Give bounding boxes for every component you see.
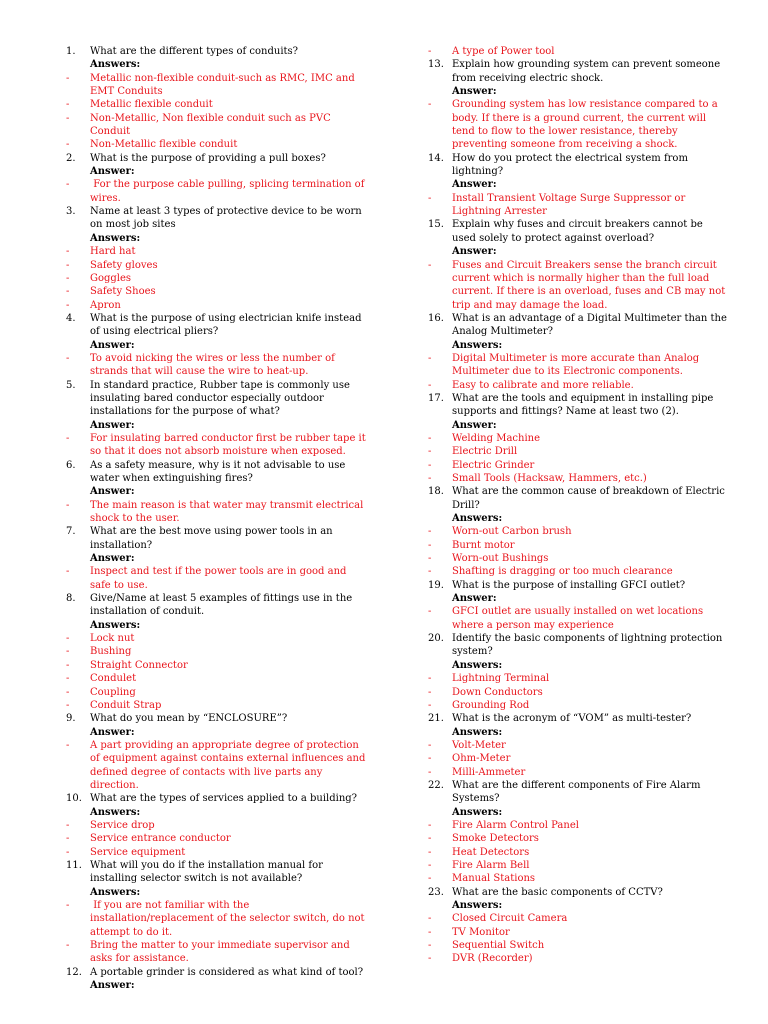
bullet-dash: - (66, 686, 70, 698)
right-column (428, 45, 728, 966)
question-number: 21. (428, 713, 444, 725)
answer-text: Grounding system has low resistance compared to a body. If there is a ground current, the current will tend to flow to the lower resistance, thereby preventing someone from receiving a shock. (452, 99, 721, 151)
bullet-dash: - (428, 352, 432, 364)
bullet-dash: - (66, 259, 70, 271)
bullet-dash: - (428, 99, 432, 111)
answer-item (428, 872, 728, 885)
answer-heading: Answer: (452, 419, 497, 431)
answer-item (66, 272, 366, 285)
answer-item (428, 752, 728, 765)
left-column (66, 45, 369, 992)
answer-heading: Answers: (452, 339, 503, 351)
question-text: What are the types of services applied to a building? (90, 793, 358, 805)
question-number: 7. (66, 526, 76, 538)
question-text: What do you mean by “ENCLOSURE”? (90, 713, 288, 725)
bullet-dash: - (66, 299, 70, 311)
answer-text: Manual Stations (452, 873, 536, 885)
answer-item (428, 432, 728, 445)
answer-item (66, 632, 366, 645)
question-number: 13. (428, 59, 444, 71)
bullet-dash: - (66, 179, 70, 191)
answer-heading: Answer: (90, 166, 135, 178)
bullet-dash: - (66, 352, 70, 364)
answer-text: Install Transient Voltage Surge Suppressor or Lightning Arrester (452, 192, 689, 218)
answer-item (428, 525, 728, 538)
answer-text: To avoid nicking the wires or less the number of strands that will cause the wire to heat-up. (90, 352, 338, 378)
answer-heading: Answers: (452, 726, 503, 738)
bullet-dash: - (428, 473, 432, 484)
bullet-dash: - (428, 846, 432, 858)
question-text: Identify the basic components of lightning protection system? (452, 633, 723, 658)
question-number: 14. (428, 152, 444, 164)
question (428, 392, 728, 419)
bullet-dash: - (428, 259, 432, 271)
question-number: 9. (66, 713, 76, 725)
answer-item (428, 605, 728, 632)
answer-text: Fire Alarm Control Panel (452, 819, 579, 831)
question (428, 712, 728, 725)
answer-text: Service entrance conductor (90, 833, 231, 845)
bullet-dash: - (66, 846, 70, 858)
answer-heading: Answer: (452, 246, 497, 258)
bullet-dash: - (66, 272, 70, 284)
answer-heading: Answer: (90, 726, 135, 738)
answer-text: Bring the matter to your immediate supervisor and asks for assistance. (90, 940, 353, 965)
question-number: 17. (428, 392, 444, 404)
bullet-dash: - (428, 753, 432, 765)
answer-text: Volt-Meter (452, 739, 506, 751)
question-number: 18. (428, 486, 444, 498)
bullet-dash: - (428, 859, 432, 871)
answer-text: Easy to calibrate and more reliable. (452, 379, 634, 391)
question-text: How do you protect the electrical system from lightning? (452, 152, 688, 178)
answer-text: Heat Detectors (452, 846, 530, 858)
question-text: What is an advantage of a Digital Multimeter than the Analog Multimeter? (452, 312, 727, 338)
answer-item (66, 299, 366, 312)
answer-item (428, 766, 728, 779)
answer-heading: Answers: (90, 806, 141, 818)
bullet-dash: - (66, 99, 70, 111)
answer-heading: Answers: (90, 619, 141, 631)
answer-item (66, 645, 366, 658)
answer-item (66, 832, 366, 845)
answer-text: Inspect and test if the power tools are in good and safe to use. (90, 566, 350, 591)
question-number: 20. (428, 633, 444, 645)
question-text: As a safety measure, why is it not advisable to use water when extinguishing fires? (90, 459, 346, 484)
answer-item (428, 45, 728, 58)
question-text: What are the tools and equipment in installing pipe supports and fittings? Name at least two (2). (452, 392, 714, 418)
question-number: 12. (66, 966, 82, 978)
answer-text: Worn-out Bushings (452, 553, 549, 565)
answer-item (66, 686, 366, 699)
bullet-dash: - (428, 432, 432, 444)
answer-text: Digital Multimeter is more accurate than Analog Multimeter due to its Electronic components. (452, 352, 703, 378)
answer-text: TV Monitor (452, 926, 510, 938)
answer-item (66, 98, 366, 111)
question-text: What will you do if the installation manual for installing selector switch is not available? (90, 859, 323, 885)
answer-heading: Answer: (90, 339, 135, 351)
answer-text: Welding Machine (452, 432, 540, 444)
answer-text: Safety Shoes (90, 286, 156, 298)
bullet-dash: - (428, 379, 432, 391)
answer-item (428, 832, 728, 845)
answer-text: Ohm-Meter (452, 753, 511, 765)
question (428, 579, 728, 592)
answer-item (428, 539, 728, 552)
answer-item (66, 565, 366, 592)
question-text: What are the different components of Fire Alarm Systems? (452, 779, 701, 805)
answer-heading: Answer: (452, 86, 497, 98)
bullet-dash: - (66, 566, 70, 578)
answer-heading: Answer: (90, 419, 135, 431)
question (428, 152, 728, 179)
question-text: What are the basic components of CCTV? (452, 886, 663, 898)
answer-item (428, 379, 728, 392)
bullet-dash: - (428, 926, 432, 938)
bullet-dash: - (428, 566, 432, 578)
bullet-dash: - (66, 673, 70, 685)
bullet-dash: - (66, 646, 70, 658)
question (66, 152, 366, 165)
question-number: 10. (66, 793, 82, 805)
answer-heading: Answers: (90, 59, 141, 71)
answer-item (428, 912, 728, 925)
answer-item (66, 699, 366, 712)
bullet-dash: - (428, 46, 432, 57)
question-number: 2. (66, 152, 76, 164)
answer-text: Condulet (90, 673, 137, 685)
answer-item (66, 939, 366, 966)
bullet-dash: - (66, 940, 70, 952)
question (428, 779, 728, 806)
answer-heading: Answers: (452, 659, 503, 671)
answer-text: Lightning Terminal (452, 673, 550, 685)
answer-heading: Answers: (452, 806, 503, 818)
answer-text: Milli-Ammeter (452, 766, 526, 778)
bullet-dash: - (428, 553, 432, 565)
question (66, 966, 366, 979)
bullet-dash: - (428, 766, 432, 778)
answer-item (66, 846, 366, 859)
answer-item (66, 245, 366, 258)
answer-text: Conduit Strap (90, 699, 162, 711)
question-number: 23. (428, 886, 444, 898)
answer-text: Service equipment (90, 846, 186, 858)
answer-item (66, 178, 366, 205)
bullet-dash: - (66, 72, 70, 84)
answer-text: Straight Connector (90, 659, 188, 671)
answer-item (66, 819, 366, 832)
answer-text: Non-Metallic, Non flexible conduit such as PVC Conduit (90, 112, 334, 138)
bullet-dash: - (428, 446, 432, 458)
answer-item (428, 672, 728, 685)
answer-item (428, 472, 728, 485)
answer-text: Worn-out Carbon brush (452, 526, 572, 538)
question (428, 58, 728, 85)
answer-heading: Answer: (90, 980, 135, 992)
answer-item (66, 138, 366, 151)
answer-text: Fuses and Circuit Breakers sense the branch circuit current which is normally higher than the full load current. If there is an overload, fuses and CB may not trip and may damage the load. (452, 259, 729, 311)
answer-item (428, 859, 728, 872)
bullet-dash: - (428, 913, 432, 925)
question-number: 4. (66, 312, 76, 324)
answer-item (428, 686, 728, 699)
answer-text: Safety gloves (90, 259, 158, 271)
answer-item (66, 672, 366, 685)
answer-item (66, 285, 366, 298)
question (428, 632, 728, 659)
question-text: What is the purpose of installing GFCI outlet? (452, 579, 686, 591)
answer-heading: Answers: (90, 232, 141, 244)
answer-text: Coupling (90, 686, 136, 698)
bullet-dash: - (428, 606, 432, 618)
question (428, 886, 728, 899)
answer-item (66, 432, 369, 459)
answer-text: Bushing (90, 646, 132, 658)
bullet-dash: - (428, 686, 432, 698)
question (66, 712, 366, 725)
answer-heading: Answer: (90, 553, 135, 565)
bullet-dash: - (428, 953, 432, 965)
question-number: 22. (428, 779, 444, 791)
answer-text: DVR (Recorder) (452, 953, 533, 965)
answer-item (428, 952, 728, 965)
answer-text: Grounding Rod (452, 699, 530, 711)
answer-heading: Answers: (452, 900, 503, 911)
bullet-dash: - (66, 139, 70, 151)
answer-text: The main reason is that water may transmit electrical shock to the user. (90, 499, 367, 525)
question (428, 218, 728, 245)
answer-text: Non-Metallic flexible conduit (90, 139, 238, 151)
answer-text: For the purpose cable pulling, splicing termination of wires. (90, 179, 368, 204)
answer-item (428, 352, 728, 379)
answer-text: Electric Grinder (452, 459, 535, 471)
bullet-dash: - (66, 819, 70, 831)
bullet-dash: - (428, 192, 432, 204)
question (66, 312, 366, 339)
answer-item (428, 552, 728, 565)
question (66, 45, 366, 58)
answer-text: A type of Power tool (452, 46, 555, 57)
answer-text: Down Conductors (452, 686, 543, 698)
answer-item (428, 739, 728, 752)
question-text: What are the common cause of breakdown of Electric Drill? (452, 486, 725, 511)
bullet-dash: - (66, 833, 70, 845)
bullet-dash: - (428, 739, 432, 751)
question-text: Name at least 3 types of protective device to be worn on most job sites (90, 206, 362, 231)
bullet-dash: - (66, 633, 70, 645)
answer-item (428, 565, 728, 578)
answer-item (66, 72, 366, 99)
bullet-dash: - (66, 900, 70, 911)
question-number: 8. (66, 593, 76, 605)
answer-text: Smoke Detectors (452, 833, 539, 845)
question-number: 11. (66, 859, 82, 871)
question-text: What are the different types of conduits? (90, 46, 299, 57)
answer-text: A part providing an appropriate degree of protection of equipment against contains external influences and defined degree of contacts with live parts any direction. (90, 739, 369, 791)
answer-item (66, 112, 366, 139)
answer-heading: Answer: (452, 593, 497, 605)
answer-item (428, 846, 728, 859)
bullet-dash: - (66, 699, 70, 711)
answer-item (428, 939, 728, 952)
answer-text: Sequential Switch (452, 940, 545, 952)
question (66, 859, 366, 886)
bullet-dash: - (428, 673, 432, 685)
question-text: Give/Name at least 5 examples of fittings use in the installation of conduit. (90, 593, 353, 618)
bullet-dash: - (66, 432, 70, 444)
answer-item (428, 926, 728, 939)
answer-text: For insulating barred conductor first be rubber tape it so that it does not absorb moisture when exposed. (90, 432, 369, 458)
answer-text: Lock nut (90, 633, 135, 645)
answer-heading: Answers: (90, 886, 141, 898)
question-text: What is the purpose of providing a pull boxes? (90, 152, 326, 164)
question-number: 6. (66, 459, 76, 471)
bullet-dash: - (428, 940, 432, 952)
bullet-dash: - (428, 699, 432, 711)
question (66, 792, 366, 805)
bullet-dash: - (66, 659, 70, 671)
answer-text: Burnt motor (452, 539, 515, 551)
answer-item (66, 659, 366, 672)
question-text: Explain why fuses and circuit breakers cannot be used solely to protect against overload? (452, 219, 703, 244)
question (66, 525, 366, 552)
answer-item (66, 259, 366, 272)
answer-heading: Answer: (90, 486, 135, 498)
question-text: A portable grinder is considered as what kind of tool? (90, 966, 364, 978)
bullet-dash: - (428, 873, 432, 885)
bullet-dash: - (428, 819, 432, 831)
answer-text: Fire Alarm Bell (452, 859, 530, 871)
answer-text: Closed Circuit Camera (452, 913, 568, 925)
question-number: 3. (66, 206, 76, 218)
bullet-dash: - (66, 739, 70, 751)
answer-item (66, 352, 366, 379)
answer-item (428, 98, 728, 151)
question-text: In standard practice, Rubber tape is commonly use insulating bared conductor especially outdoor installations for the purpose of what? (90, 379, 350, 418)
question-number: 19. (428, 579, 444, 591)
question-text: Explain how grounding system can prevent someone from receiving electric shock. (452, 59, 721, 84)
bullet-dash: - (66, 246, 70, 258)
bullet-dash: - (66, 499, 70, 511)
answer-item (66, 499, 366, 526)
answer-heading: Answers: (452, 513, 503, 525)
question-number: 1. (66, 46, 76, 57)
answer-text: Service drop (90, 819, 155, 831)
answer-text: If you are not familiar with the installation/replacement of the selector switch, do not attempt to do it. (90, 900, 368, 938)
question (428, 485, 728, 512)
answer-text: GFCI outlet are usually installed on wet locations where a person may experience (452, 606, 707, 631)
answer-text: Electric Drill (452, 446, 518, 458)
answer-item (428, 259, 728, 312)
answer-text: Metallic flexible conduit (90, 99, 213, 111)
question (428, 312, 728, 339)
question (66, 459, 366, 486)
bullet-dash: - (428, 526, 432, 538)
question (66, 205, 366, 232)
answer-item (428, 699, 728, 712)
answer-item (428, 445, 728, 458)
bullet-dash: - (66, 112, 70, 124)
answer-item (66, 739, 369, 792)
question-number: 5. (66, 379, 76, 391)
answer-text: Small Tools (Hacksaw, Hammers, etc.) (452, 473, 647, 484)
answer-text: Hard hat (90, 246, 136, 258)
question-number: 16. (428, 312, 444, 324)
answer-heading: Answer: (452, 179, 497, 191)
answer-item (428, 192, 728, 219)
question-text: What are the best move using power tools in an installation? (90, 526, 333, 551)
answer-item (66, 899, 366, 939)
bullet-dash: - (428, 459, 432, 471)
answer-item (428, 819, 728, 832)
question (66, 592, 366, 619)
answer-item (428, 459, 728, 472)
answer-text: Shafting is dragging or too much clearance (452, 566, 673, 578)
answer-text: Metallic non-flexible conduit-such as RMC, IMC and EMT Conduits (90, 72, 358, 98)
answer-text: Apron (90, 299, 121, 311)
bullet-dash: - (66, 286, 70, 298)
question-number: 15. (428, 219, 444, 231)
question-text: What is the purpose of using electrician knife instead of using electrical pliers? (90, 312, 362, 338)
question (66, 379, 366, 419)
bullet-dash: - (428, 539, 432, 551)
answer-text: Goggles (90, 272, 132, 284)
bullet-dash: - (428, 833, 432, 845)
question-text: What is the acronym of “VOM” as multi-tester? (452, 713, 692, 725)
